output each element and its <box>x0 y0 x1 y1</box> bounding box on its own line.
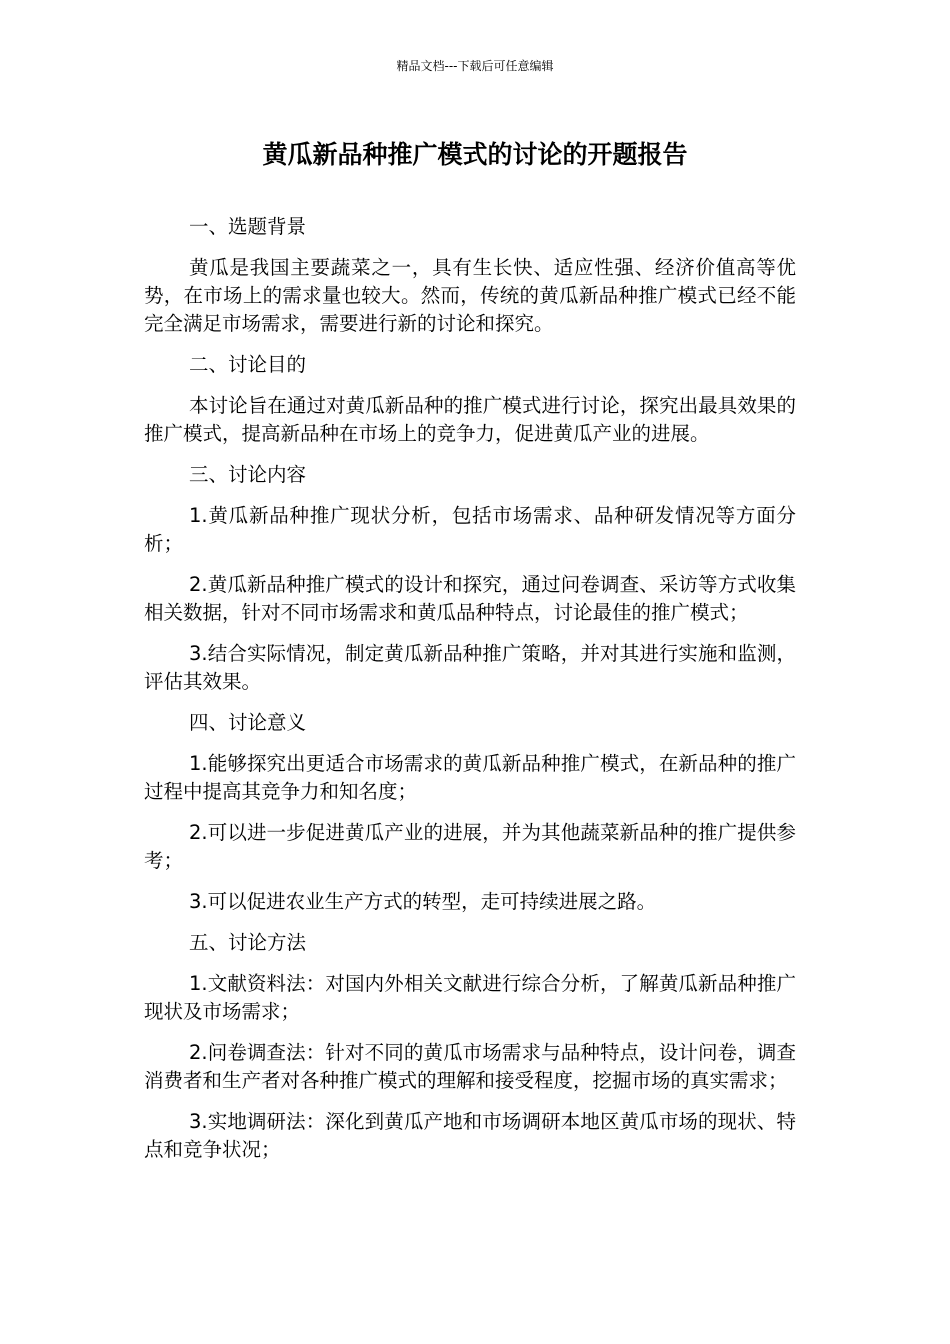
list-item-methods-2: 2.问卷调查法：针对不同的黄瓜市场需求与品种特点，设计问卷，调查消费者和生产者对各种推广模式的理解和接受程度，挖掘市场的真实需求； <box>144 1041 796 1092</box>
list-item-methods-1: 1.文献资料法：对国内外相关文献进行综合分析，了解黄瓜新品种推广现状及市场需求； <box>144 972 796 1023</box>
section-heading-methods: 五、讨论方法 <box>189 931 307 954</box>
list-item-content-1: 1.黄瓜新品种推广现状分析，包括市场需求、品种研发情况等方面分析； <box>144 504 796 555</box>
list-item-methods-3: 3.实地调研法：深化到黄瓜产地和市场调研本地区黄瓜市场的现状、特点和竞争状况； <box>144 1110 796 1161</box>
section-heading-background: 一、选题背景 <box>189 215 307 238</box>
list-item-significance-1: 1.能够探究出更适合市场需求的黄瓜新品种推广模式，在新品种的推广过程中提高其竞争力和知名度； <box>144 752 796 803</box>
section-heading-significance: 四、讨论意义 <box>189 711 307 734</box>
document-body <box>144 213 796 1177</box>
list-item-significance-3: 3.可以促进农业生产方式的转型，走可持续进展之路。 <box>189 890 657 913</box>
paragraph-purpose: 本讨论旨在通过对黄瓜新品种的推广模式进行讨论，探究出最具效果的推广模式，提高新品种在市场上的竞争力，促进黄瓜产业的进展。 <box>144 394 796 445</box>
list-item-content-3: 3.结合实际情况，制定黄瓜新品种推广策略，并对其进行实施和监测，评估其效果。 <box>144 642 796 693</box>
section-heading-purpose: 二、讨论目的 <box>189 353 307 376</box>
paragraph-background: 黄瓜是我国主要蔬菜之一，具有生长快、适应性强、经济价值高等优势，在市场上的需求量也较大。然而，传统的黄瓜新品种推广模式已经不能完全满足市场需求，需要进行新的讨论和探究。 <box>144 256 796 335</box>
document-title: 黄瓜新品种推广模式的讨论的开题报告 <box>262 140 688 169</box>
list-item-significance-2: 2.可以进一步促进黄瓜产业的进展，并为其他蔬菜新品种的推广提供参考； <box>144 821 796 872</box>
section-heading-content: 三、讨论内容 <box>189 463 307 486</box>
list-item-content-2: 2.黄瓜新品种推广模式的设计和探究，通过问卷调查、采访等方式收集相关数据，针对不同市场需求和黄瓜品种特点，讨论最佳的推广模式； <box>144 573 796 624</box>
page-header-note: 精品文档---下载后可任意编辑 <box>396 59 554 73</box>
